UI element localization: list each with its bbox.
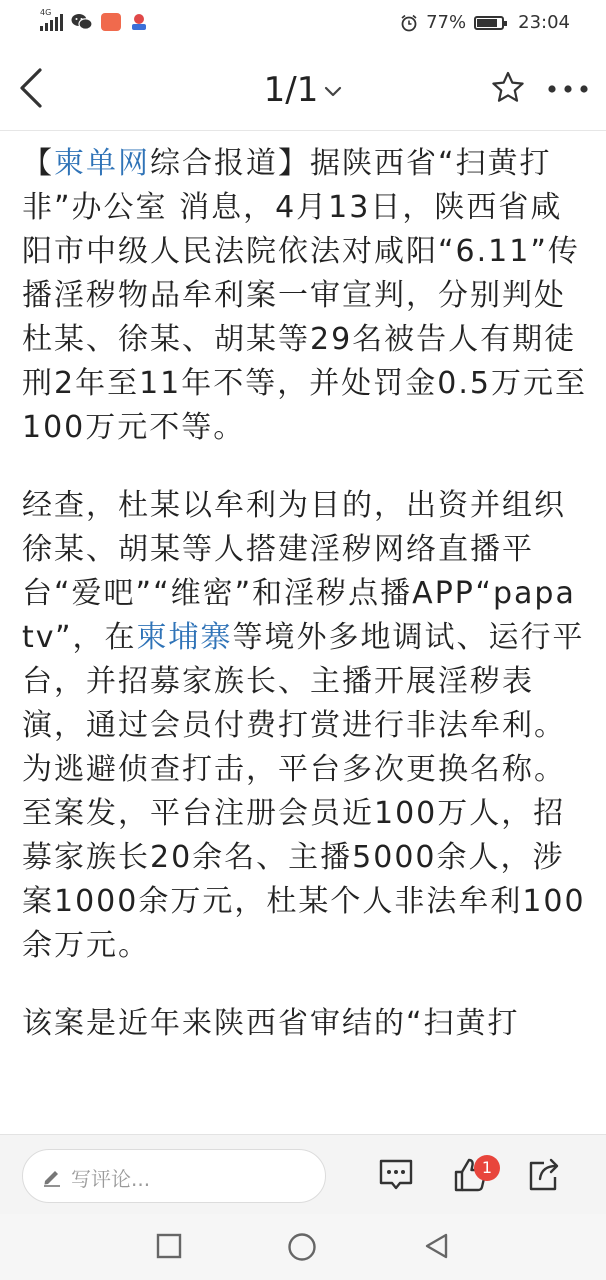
game-app-icon: [129, 12, 149, 32]
article-paragraph-1: [22, 142, 588, 450]
article-body: [22, 142, 588, 1134]
paragraph-text: 综合报道】据陕西省“扫黄打非”办公室 消息，4月13日，陕西省咸阳市中级人民法院依法对咸阳“6.11”传播淫秽物品牟利案一审宣判，分别判处杜某、徐某、胡某等29名被告人有期徒刑2年至11年不等，并处罚金0.5万元至100万元不等。: [22, 146, 587, 445]
wechat-icon: [71, 13, 93, 31]
inline-link-cambodia[interactable]: 柬埔寨: [136, 620, 233, 655]
alarm-icon: [400, 14, 418, 32]
page-indicator-label: 1/1: [263, 70, 319, 110]
system-nav-bar: [0, 1214, 606, 1280]
comment-placeholder: 写评论...: [71, 1167, 151, 1191]
clock: 23:04: [518, 12, 570, 33]
paragraph-text: 经查，杜某以牟利为目的，出资并组织徐某、胡某等人搭建淫秽网络直播平台“爱吧”“维密”和淫秽点播APP“papatv”，在: [22, 488, 576, 655]
more-icon[interactable]: [546, 82, 590, 96]
paragraph-text: 【: [22, 146, 54, 181]
comments-icon[interactable]: [376, 1155, 416, 1195]
home-icon[interactable]: [286, 1231, 318, 1263]
star-icon[interactable]: [490, 70, 526, 106]
like-count-badge: 1: [474, 1155, 500, 1181]
article-paragraph-3: [22, 1002, 588, 1046]
status-left-icons: [40, 8, 149, 32]
inline-link-site[interactable]: 柬单网: [54, 146, 150, 181]
bottom-action-bar: [0, 1134, 606, 1215]
network-type: 4G: [40, 8, 52, 17]
status-right-icons: [400, 12, 570, 33]
share-icon[interactable]: [524, 1155, 564, 1195]
news-app-icon: [101, 13, 121, 31]
comment-input[interactable]: [22, 1149, 326, 1203]
top-nav-bar: [0, 46, 606, 131]
signal-icon: [40, 8, 63, 31]
pencil-icon: [41, 1165, 63, 1187]
paragraph-text: 等境外多地调试、运行平台，并招募家族长、主播开展淫秽表演，通过会员付费打赏进行非法牟利。为逃避侦查打击，平台多次更换名称。至案发，平台注册会员近100万人，招募家族长20余名、主播5000余人，涉案1000余万元，杜某个人非法牟利100余万元。: [22, 620, 586, 963]
article-paragraph-2: [22, 484, 588, 968]
battery-percent: 77%: [426, 12, 467, 33]
recent-apps-icon[interactable]: [154, 1231, 184, 1261]
chevron-down-icon: [324, 86, 342, 98]
battery-icon: [474, 16, 504, 30]
status-bar: [0, 0, 606, 46]
back-triangle-icon[interactable]: [422, 1231, 452, 1261]
paragraph-text: 该案是近年来陕西省审结的“扫黄打: [22, 1006, 520, 1041]
